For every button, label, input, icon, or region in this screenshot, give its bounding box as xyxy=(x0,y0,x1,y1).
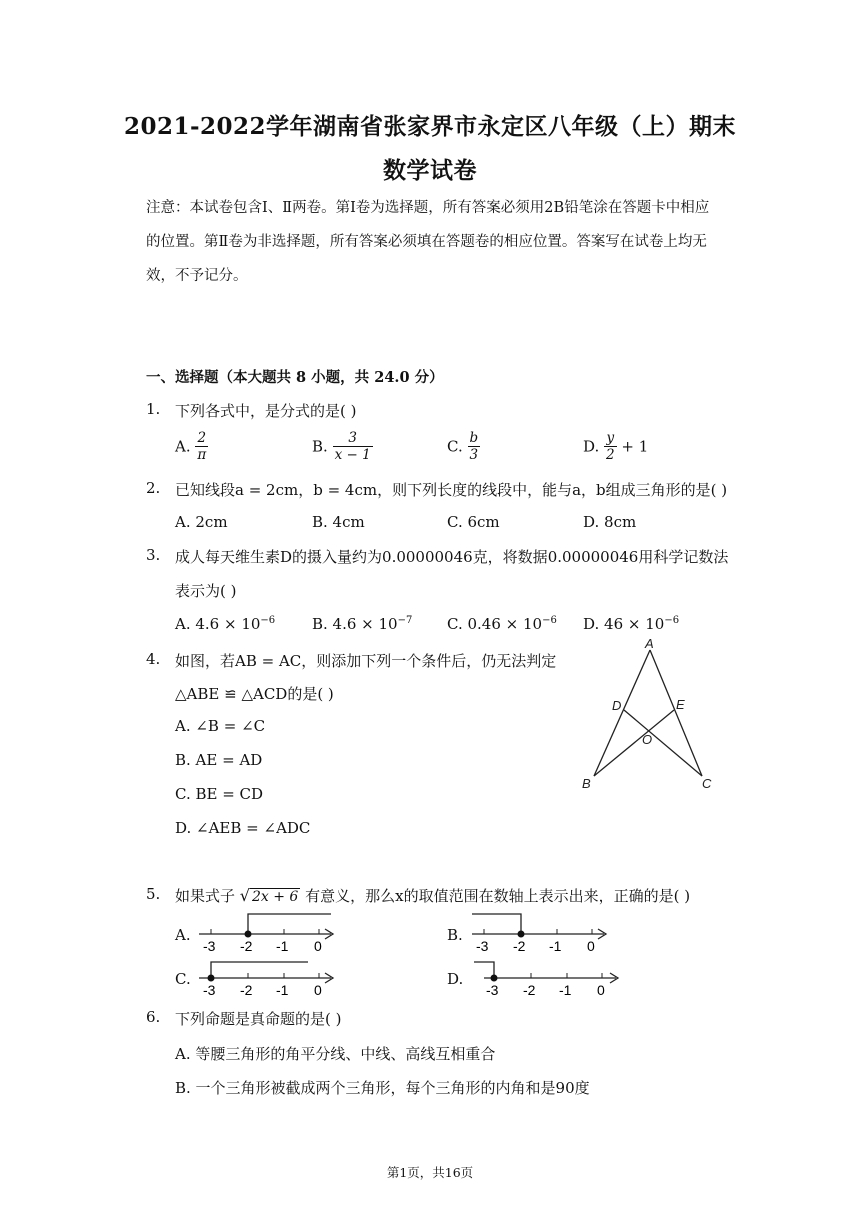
q5-option-c-number-line xyxy=(193,954,341,996)
q2-stem: 已知线段a = 2cm，b = 4cm，则下列长度的线段中，能与a，b组成三角形的是( ) xyxy=(175,481,728,499)
q1-option-c-denominator: 3 xyxy=(468,446,481,463)
q6-stem: 下列命题是真命题的是( ) xyxy=(175,1010,342,1028)
label-o: O xyxy=(642,732,653,747)
tick-label-neg2: -2 xyxy=(240,938,253,952)
q1-option-d-numerator: y xyxy=(606,430,615,446)
q5-option-b-label: B. xyxy=(447,926,463,944)
q3-option-d xyxy=(583,615,679,633)
q1-option-b-numerator: 3 xyxy=(348,430,357,446)
tick-label-0: 0 xyxy=(314,982,322,996)
q1-option-c-label: C. xyxy=(447,437,463,456)
q1-option-d-tail: + 1 xyxy=(621,437,649,456)
q5-option-c-label: C. xyxy=(175,970,191,988)
q3-option-b xyxy=(312,615,412,633)
q3-option-a-base: A. 4.6 × 10 xyxy=(175,615,261,633)
tick-label-neg1: -1 xyxy=(549,938,562,952)
line-ac xyxy=(650,650,702,776)
q5-option-d-number-line xyxy=(466,954,626,996)
tick-label-0: 0 xyxy=(314,938,322,952)
page-footer: 第1页，共16页 xyxy=(386,1165,474,1180)
q5-option-a-label: A. xyxy=(175,926,191,944)
q4-option-a: A. ∠B = ∠C xyxy=(175,717,266,735)
q4-triangle-figure xyxy=(570,636,720,796)
label-d: D xyxy=(612,698,622,713)
q3-option-c xyxy=(447,615,557,633)
label-b: B xyxy=(582,776,591,791)
tick-label-0: 0 xyxy=(597,982,605,996)
q3-option-c-base: C. 0.46 × 10 xyxy=(447,615,543,633)
exam-notice: 注意：本试卷包含Ⅰ、Ⅱ两卷。第Ⅰ卷为选择题，所有答案必须用2B铅笔涂在答题卡中相应的位置。第Ⅱ卷为非选择题，所有答案必须填在答题卷的相应位置。答案写在试卷上均无效，不予记分。 xyxy=(146,200,710,284)
q3-stem-line-1: 成人每天维生素D的摄入量约为0.00000046克，将数据0.00000046用科学记数法 xyxy=(175,548,729,566)
q6-option-b: B. 一个三角形被截成两个三角形，每个三角形的内角和是90度 xyxy=(175,1079,590,1097)
q1-option-a-denominator: π xyxy=(197,447,207,463)
sqrt-radicand: 2x + 6 xyxy=(252,889,299,905)
q1-option-b-denominator: x − 1 xyxy=(334,447,371,463)
tick-label-neg2: -2 xyxy=(523,982,536,996)
q4-stem-line-2: △ABE ≌ △ACD的是( ) xyxy=(175,685,334,703)
tick-label-neg1: -1 xyxy=(276,938,289,952)
q3-option-a xyxy=(175,615,275,633)
q3-option-c-exponent: −6 xyxy=(542,615,557,626)
q5-stem-post: 有意义，那么x的取值范围在数轴上表示出来，正确的是( ) xyxy=(305,887,691,905)
q1-option-a-label: A. xyxy=(175,437,191,456)
q3-option-a-exponent: −6 xyxy=(260,615,276,626)
page-title-line-2: 数学试卷 xyxy=(383,157,477,184)
page-title-line-1: 2021-2022学年湖南省张家界市永定区八年级（上）期末 xyxy=(123,113,737,140)
q5-option-b-number-line xyxy=(466,910,614,952)
q4-option-b: B. AE = AD xyxy=(175,751,263,769)
q5-number: 5. xyxy=(146,885,161,903)
q5-stem-pre: 如果式子 xyxy=(175,887,236,905)
tick-label-neg3: -3 xyxy=(203,982,216,996)
section-heading: 一、选择题（本大题共 8 小题，共 24.0 分） xyxy=(146,369,444,386)
tick-label-neg1: -1 xyxy=(559,982,572,996)
line-ab xyxy=(594,650,653,776)
q6-number: 6. xyxy=(146,1008,161,1026)
q3-stem-line-2: 表示为( ) xyxy=(175,582,237,600)
tick-label-0: 0 xyxy=(587,938,595,952)
q3-option-b-exponent: −7 xyxy=(397,615,413,626)
label-a: A xyxy=(645,636,654,651)
q5-option-d-label: D. xyxy=(447,970,464,988)
q1-option-d-label: D. xyxy=(583,437,600,456)
tick-label-neg3: -3 xyxy=(486,982,499,996)
tick-label-neg2: -2 xyxy=(240,982,253,996)
q1-option-b-label: B. xyxy=(312,437,328,456)
q5-option-a-number-line xyxy=(193,910,341,952)
q1-option-c xyxy=(447,430,480,463)
q2-option-b: B. 4cm xyxy=(312,513,365,531)
q3-option-b-base: B. 4.6 × 10 xyxy=(312,615,398,633)
q1-option-c-numerator: b xyxy=(469,430,479,446)
q2-option-d: D. 8cm xyxy=(583,513,637,531)
q1-option-b xyxy=(312,430,373,463)
q1-number: 1. xyxy=(146,400,161,418)
q6-option-a: A. 等腰三角形的角平分线、中线、高线互相重合 xyxy=(175,1045,496,1063)
q1-stem: 下列各式中，是分式的是( ) xyxy=(175,402,357,420)
q4-option-c: C. BE = CD xyxy=(175,785,264,803)
q1-option-a-numerator: 2 xyxy=(197,430,207,446)
q3-option-d-exponent: −6 xyxy=(664,615,680,626)
q1-option-d-denominator: 2 xyxy=(606,447,615,463)
q2-option-c: C. 6cm xyxy=(447,513,500,531)
q3-number: 3. xyxy=(146,546,161,564)
q4-option-d: D. ∠AEB = ∠ADC xyxy=(175,819,311,837)
q4-number: 4. xyxy=(146,650,161,668)
q1-option-a xyxy=(175,430,208,463)
q1-option-d xyxy=(583,430,648,463)
q2-number: 2. xyxy=(146,479,161,497)
sqrt-expression: √ 2x + 6 xyxy=(239,886,299,905)
label-e: E xyxy=(676,697,685,712)
tick-label-neg3: -3 xyxy=(476,938,489,952)
q4-stem-line-1: 如图，若AB = AC，则添加下列一个条件后，仍无法判定 xyxy=(175,652,557,670)
tick-label-neg1: -1 xyxy=(276,982,289,996)
tick-label-neg3: -3 xyxy=(203,938,216,952)
q3-option-d-base: D. 46 × 10 xyxy=(583,615,665,633)
q5-stem xyxy=(175,885,690,906)
q2-option-a: A. 2cm xyxy=(175,513,228,531)
tick-label-neg2: -2 xyxy=(513,938,526,952)
label-c: C xyxy=(702,776,712,791)
